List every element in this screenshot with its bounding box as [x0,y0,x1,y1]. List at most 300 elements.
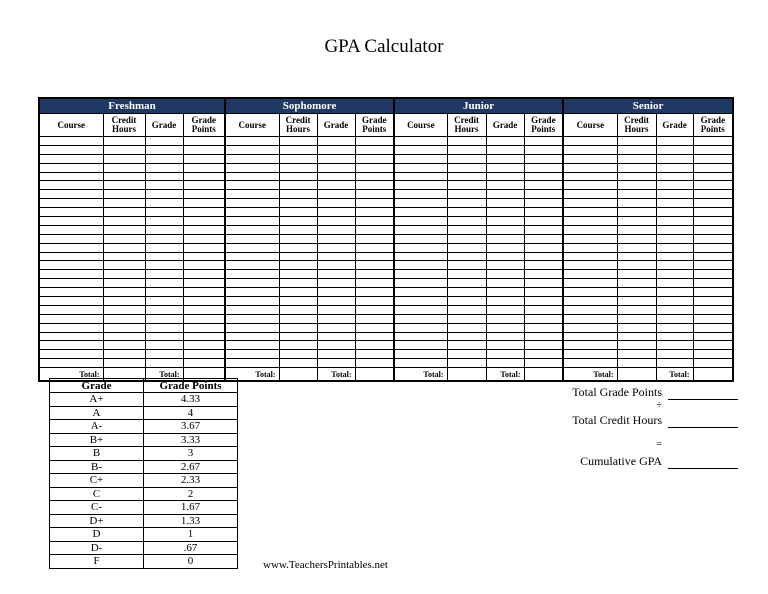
entry-cell[interactable] [183,297,225,306]
entry-cell[interactable] [524,190,563,199]
entry-cell[interactable] [563,341,617,350]
entry-cell[interactable] [617,297,656,306]
entry-cell[interactable] [656,359,693,368]
entry-cell[interactable] [103,154,145,163]
entry-cell[interactable] [145,234,183,243]
entry-cell[interactable] [355,279,394,288]
entry-cell[interactable] [693,172,733,181]
entry-cell[interactable] [656,270,693,279]
entry-cell[interactable] [656,252,693,261]
entry-cell[interactable] [355,350,394,359]
entry-cell[interactable] [656,181,693,190]
entry-cell[interactable] [656,341,693,350]
entry-cell[interactable] [693,279,733,288]
entry-cell[interactable] [103,208,145,217]
entry-cell[interactable] [39,297,103,306]
entry-cell[interactable] [693,252,733,261]
entry-cell[interactable] [145,288,183,297]
entry-cell[interactable] [617,288,656,297]
entry-cell[interactable] [225,208,279,217]
entry-cell[interactable] [563,297,617,306]
entry-cell[interactable] [524,279,563,288]
entry-cell[interactable] [279,172,317,181]
entry-cell[interactable] [279,314,317,323]
entry-cell[interactable] [355,154,394,163]
entry-cell[interactable] [617,341,656,350]
entry-cell[interactable] [355,323,394,332]
entry-cell[interactable] [447,181,486,190]
entry-cell[interactable] [103,181,145,190]
entry-cell[interactable] [563,190,617,199]
entry-cell[interactable] [524,234,563,243]
entry-cell[interactable] [563,261,617,270]
entry-cell[interactable] [617,234,656,243]
entry-cell[interactable] [617,305,656,314]
entry-cell[interactable] [183,145,225,154]
entry-cell[interactable] [279,217,317,226]
entry-cell[interactable] [693,243,733,252]
entry-cell[interactable] [39,190,103,199]
entry-cell[interactable] [394,314,447,323]
entry-cell[interactable] [617,243,656,252]
entry-cell[interactable] [656,243,693,252]
entry-cell[interactable] [103,332,145,341]
entry-cell[interactable] [617,359,656,368]
entry-cell[interactable] [394,323,447,332]
entry-cell[interactable] [225,323,279,332]
entry-cell[interactable] [693,234,733,243]
entry-cell[interactable] [355,208,394,217]
entry-cell[interactable] [317,243,355,252]
entry-cell[interactable] [279,199,317,208]
entry-cell[interactable] [656,314,693,323]
entry-cell[interactable] [317,225,355,234]
entry-cell[interactable] [317,172,355,181]
entry-cell[interactable] [183,359,225,368]
entry-cell[interactable] [355,332,394,341]
entry-cell[interactable] [225,332,279,341]
entry-cell[interactable] [183,341,225,350]
entry-cell[interactable] [355,359,394,368]
entry-cell[interactable] [524,359,563,368]
entry-cell[interactable] [317,137,355,146]
entry-cell[interactable] [693,261,733,270]
entry-cell[interactable] [317,279,355,288]
entry-cell[interactable] [145,154,183,163]
entry-cell[interactable] [279,243,317,252]
entry-cell[interactable] [103,279,145,288]
entry-cell[interactable] [145,279,183,288]
entry-cell[interactable] [355,243,394,252]
entry-cell[interactable] [279,234,317,243]
entry-cell[interactable] [656,323,693,332]
entry-cell[interactable] [103,323,145,332]
entry-cell[interactable] [39,243,103,252]
entry-cell[interactable] [486,137,524,146]
entry-cell[interactable] [279,225,317,234]
entry-cell[interactable] [317,297,355,306]
entry-cell[interactable] [317,145,355,154]
entry-cell[interactable] [656,137,693,146]
entry-cell[interactable] [693,323,733,332]
entry-cell[interactable] [355,225,394,234]
entry-cell[interactable] [486,199,524,208]
entry-cell[interactable] [394,252,447,261]
entry-cell[interactable] [693,137,733,146]
entry-cell[interactable] [225,137,279,146]
entry-cell[interactable] [145,359,183,368]
entry-cell[interactable] [524,154,563,163]
entry-cell[interactable] [486,297,524,306]
entry-cell[interactable] [693,341,733,350]
entry-cell[interactable] [524,172,563,181]
entry-cell[interactable] [486,314,524,323]
entry-cell[interactable] [355,252,394,261]
entry-cell[interactable] [183,305,225,314]
entry-cell[interactable] [447,172,486,181]
entry-cell[interactable] [317,314,355,323]
entry-cell[interactable] [183,323,225,332]
entry-cell[interactable] [103,305,145,314]
entry-cell[interactable] [145,297,183,306]
entry-cell[interactable] [563,145,617,154]
entry-cell[interactable] [317,163,355,172]
entry-cell[interactable] [394,190,447,199]
entry-cell[interactable] [394,137,447,146]
entry-cell[interactable] [563,270,617,279]
entry-cell[interactable] [39,234,103,243]
entry-cell[interactable] [486,181,524,190]
entry-cell[interactable] [355,261,394,270]
entry-cell[interactable] [317,208,355,217]
entry-cell[interactable] [486,332,524,341]
entry-cell[interactable] [524,163,563,172]
entry-cell[interactable] [103,243,145,252]
entry-cell[interactable] [394,225,447,234]
entry-cell[interactable] [183,217,225,226]
entry-cell[interactable] [524,225,563,234]
entry-cell[interactable] [447,243,486,252]
entry-cell[interactable] [656,217,693,226]
entry-cell[interactable] [524,199,563,208]
entry-cell[interactable] [524,252,563,261]
entry-cell[interactable] [486,217,524,226]
entry-cell[interactable] [225,305,279,314]
entry-cell[interactable] [524,297,563,306]
entry-cell[interactable] [524,332,563,341]
entry-cell[interactable] [447,252,486,261]
entry-cell[interactable] [183,190,225,199]
entry-cell[interactable] [145,217,183,226]
entry-cell[interactable] [563,217,617,226]
entry-cell[interactable] [563,137,617,146]
entry-cell[interactable] [563,332,617,341]
entry-cell[interactable] [486,323,524,332]
entry-cell[interactable] [656,261,693,270]
entry-cell[interactable] [317,341,355,350]
entry-cell[interactable] [355,145,394,154]
entry-cell[interactable] [279,359,317,368]
entry-cell[interactable] [183,279,225,288]
entry-cell[interactable] [279,341,317,350]
entry-cell[interactable] [447,305,486,314]
entry-cell[interactable] [39,137,103,146]
entry-cell[interactable] [394,261,447,270]
entry-cell[interactable] [317,305,355,314]
entry-cell[interactable] [486,234,524,243]
entry-cell[interactable] [279,137,317,146]
entry-cell[interactable] [524,305,563,314]
entry-cell[interactable] [103,145,145,154]
entry-cell[interactable] [225,261,279,270]
entry-cell[interactable] [563,305,617,314]
entry-cell[interactable] [563,172,617,181]
entry-cell[interactable] [225,288,279,297]
entry-cell[interactable] [39,208,103,217]
entry-cell[interactable] [225,225,279,234]
entry-cell[interactable] [394,359,447,368]
entry-cell[interactable] [394,234,447,243]
entry-cell[interactable] [355,217,394,226]
entry-cell[interactable] [355,297,394,306]
entry-cell[interactable] [447,359,486,368]
entry-cell[interactable] [394,145,447,154]
entry-cell[interactable] [317,332,355,341]
entry-cell[interactable] [563,314,617,323]
entry-cell[interactable] [486,243,524,252]
entry-cell[interactable] [39,252,103,261]
entry-cell[interactable] [279,279,317,288]
entry-cell[interactable] [563,288,617,297]
entry-cell[interactable] [524,314,563,323]
entry-cell[interactable] [447,270,486,279]
entry-cell[interactable] [39,305,103,314]
entry-cell[interactable] [355,172,394,181]
entry-cell[interactable] [486,279,524,288]
entry-cell[interactable] [39,225,103,234]
entry-cell[interactable] [183,288,225,297]
entry-cell[interactable] [183,314,225,323]
entry-cell[interactable] [39,279,103,288]
entry-cell[interactable] [145,305,183,314]
entry-cell[interactable] [656,297,693,306]
entry-cell[interactable] [39,181,103,190]
entry-cell[interactable] [447,154,486,163]
entry-cell[interactable] [447,261,486,270]
entry-cell[interactable] [225,190,279,199]
entry-cell[interactable] [563,208,617,217]
entry-cell[interactable] [394,297,447,306]
entry-cell[interactable] [693,288,733,297]
entry-cell[interactable] [656,332,693,341]
entry-cell[interactable] [486,270,524,279]
entry-cell[interactable] [355,314,394,323]
entry-cell[interactable] [447,137,486,146]
entry-cell[interactable] [355,163,394,172]
cumulative-gpa-blank[interactable] [668,456,738,469]
entry-cell[interactable] [355,234,394,243]
entry-cell[interactable] [279,154,317,163]
entry-cell[interactable] [103,252,145,261]
entry-cell[interactable] [617,154,656,163]
entry-cell[interactable] [39,163,103,172]
entry-cell[interactable] [447,297,486,306]
total-value-cell[interactable] [524,368,563,382]
entry-cell[interactable] [39,288,103,297]
total-value-cell[interactable] [279,368,317,382]
entry-cell[interactable] [279,323,317,332]
entry-cell[interactable] [656,208,693,217]
entry-cell[interactable] [394,181,447,190]
entry-cell[interactable] [563,234,617,243]
entry-cell[interactable] [39,217,103,226]
entry-cell[interactable] [394,208,447,217]
entry-cell[interactable] [103,225,145,234]
entry-cell[interactable] [447,332,486,341]
entry-cell[interactable] [145,270,183,279]
entry-cell[interactable] [145,341,183,350]
entry-cell[interactable] [145,332,183,341]
entry-cell[interactable] [486,305,524,314]
entry-cell[interactable] [656,305,693,314]
entry-cell[interactable] [693,163,733,172]
entry-cell[interactable] [617,332,656,341]
entry-cell[interactable] [317,252,355,261]
entry-cell[interactable] [563,350,617,359]
entry-cell[interactable] [225,243,279,252]
entry-cell[interactable] [103,217,145,226]
entry-cell[interactable] [225,163,279,172]
entry-cell[interactable] [656,350,693,359]
entry-cell[interactable] [103,190,145,199]
entry-cell[interactable] [279,332,317,341]
entry-cell[interactable] [225,199,279,208]
total-credit-hours-blank[interactable] [668,415,738,428]
entry-cell[interactable] [563,323,617,332]
entry-cell[interactable] [486,359,524,368]
entry-cell[interactable] [524,217,563,226]
entry-cell[interactable] [447,323,486,332]
entry-cell[interactable] [656,163,693,172]
entry-cell[interactable] [693,350,733,359]
entry-cell[interactable] [563,252,617,261]
entry-cell[interactable] [279,261,317,270]
entry-cell[interactable] [394,270,447,279]
entry-cell[interactable] [656,288,693,297]
entry-cell[interactable] [279,163,317,172]
entry-cell[interactable] [394,163,447,172]
total-value-cell[interactable] [447,368,486,382]
entry-cell[interactable] [447,190,486,199]
entry-cell[interactable] [145,225,183,234]
entry-cell[interactable] [693,305,733,314]
entry-cell[interactable] [355,305,394,314]
entry-cell[interactable] [317,359,355,368]
entry-cell[interactable] [563,243,617,252]
entry-cell[interactable] [656,172,693,181]
entry-cell[interactable] [524,288,563,297]
entry-cell[interactable] [693,359,733,368]
entry-cell[interactable] [617,199,656,208]
entry-cell[interactable] [183,261,225,270]
entry-cell[interactable] [183,181,225,190]
entry-cell[interactable] [103,163,145,172]
entry-cell[interactable] [486,225,524,234]
entry-cell[interactable] [524,243,563,252]
entry-cell[interactable] [145,137,183,146]
entry-cell[interactable] [145,172,183,181]
entry-cell[interactable] [279,145,317,154]
entry-cell[interactable] [39,314,103,323]
entry-cell[interactable] [524,270,563,279]
entry-cell[interactable] [355,270,394,279]
entry-cell[interactable] [145,261,183,270]
entry-cell[interactable] [447,350,486,359]
entry-cell[interactable] [656,279,693,288]
entry-cell[interactable] [656,199,693,208]
entry-cell[interactable] [355,199,394,208]
entry-cell[interactable] [225,359,279,368]
entry-cell[interactable] [563,279,617,288]
entry-cell[interactable] [524,145,563,154]
entry-cell[interactable] [617,314,656,323]
entry-cell[interactable] [279,350,317,359]
entry-cell[interactable] [486,208,524,217]
entry-cell[interactable] [355,181,394,190]
entry-cell[interactable] [394,305,447,314]
total-value-cell[interactable] [617,368,656,382]
entry-cell[interactable] [617,217,656,226]
entry-cell[interactable] [317,261,355,270]
entry-cell[interactable] [617,225,656,234]
entry-cell[interactable] [103,350,145,359]
entry-cell[interactable] [524,350,563,359]
entry-cell[interactable] [617,172,656,181]
entry-cell[interactable] [317,288,355,297]
entry-cell[interactable] [447,163,486,172]
entry-cell[interactable] [447,341,486,350]
entry-cell[interactable] [486,288,524,297]
entry-cell[interactable] [524,323,563,332]
entry-cell[interactable] [225,234,279,243]
entry-cell[interactable] [103,314,145,323]
entry-cell[interactable] [486,163,524,172]
entry-cell[interactable] [145,145,183,154]
entry-cell[interactable] [394,154,447,163]
entry-cell[interactable] [447,225,486,234]
entry-cell[interactable] [39,332,103,341]
entry-cell[interactable] [225,270,279,279]
entry-cell[interactable] [486,252,524,261]
entry-cell[interactable] [103,341,145,350]
entry-cell[interactable] [693,199,733,208]
entry-cell[interactable] [563,181,617,190]
entry-cell[interactable] [486,341,524,350]
entry-cell[interactable] [279,270,317,279]
entry-cell[interactable] [693,208,733,217]
entry-cell[interactable] [317,181,355,190]
entry-cell[interactable] [39,145,103,154]
entry-cell[interactable] [447,314,486,323]
entry-cell[interactable] [103,137,145,146]
entry-cell[interactable] [355,288,394,297]
entry-cell[interactable] [656,154,693,163]
entry-cell[interactable] [145,314,183,323]
entry-cell[interactable] [39,323,103,332]
entry-cell[interactable] [225,279,279,288]
entry-cell[interactable] [317,234,355,243]
entry-cell[interactable] [103,297,145,306]
